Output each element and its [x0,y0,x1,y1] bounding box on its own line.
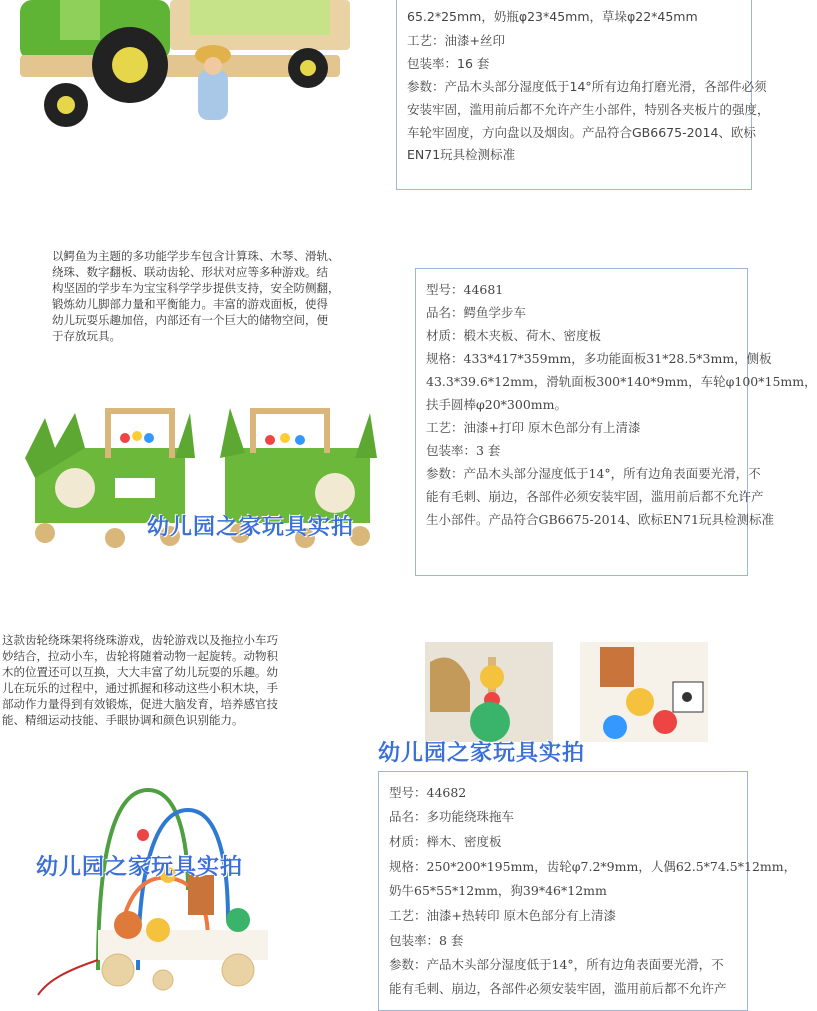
desc-line: 于存放玩具。 [52,329,121,343]
spec-line: 能有毛刺、崩边，各部件必须安装牢固，滥用前后都不允许产 [389,981,727,996]
desc-line: 妙结合，拉动小车，齿轮将随着动物一起旋转。动物积 [2,649,278,663]
spec-line: 扶手圆棒φ20*300mm。 [426,397,567,412]
desc-line: 以鳄鱼为主题的多功能学步车包含计算珠、木琴、滑轨、 [52,249,340,263]
spec-line: 43.3*39.6*12mm，滑轨面板300*140*9mm，车轮φ100*15mm， [426,374,817,389]
spec-box-bead-cart [378,771,797,1011]
desc-line: 木的位置还可以互换，大大丰富了幼儿玩耍的乐趣。幼 [2,665,278,679]
desc-line: 儿在玩乐的过程中，通过抓握和移动这些小积木块，手 [2,681,278,695]
spec-line: 品名：鳄鱼学步车 [426,305,527,320]
spec-line: 安装牢固，滥用前后都不允许产生小部件，特别各夹板片的强度， [407,102,770,117]
desc-line: 构坚固的学步车为宝宝科学学步提供支持，安全防侧翻， [52,281,340,295]
spec-line: 规格：433*417*359mm，多功能面板31*28.5*3mm，侧板 [426,351,772,366]
desc-line: 幼儿玩耍乐趣加倍，内部还有一个巨大的储物空间，便 [52,313,328,327]
bead-cart-description [2,632,332,728]
spec-line: 包装率：8 套 [389,933,464,948]
walker-description [52,248,382,344]
spec-line: 工艺：油漆+丝印 [407,33,505,48]
spec-line: 车轮牢固度，方向盘以及烟囱。产品符合GB6675-2014、欧标 [407,125,756,140]
spec-line: EN71玩具检测标准 [407,147,516,162]
spec-line: 包装率：3 套 [426,443,501,458]
watermark: 幼儿园之家玩具实拍 [147,515,355,540]
spec-line: 工艺：油漆+热转印 原木色部分有上清漆 [389,908,616,923]
spec-line: 能有毛刺、崩边，各部件必须安装牢固，滥用前后都不允许产 [426,489,764,504]
watermark: 幼儿园之家玩具实拍 [36,855,244,880]
spec-line: 包装率：16 套 [407,56,490,71]
spec-line: 材质：椴木夹板、荷木、密度板 [426,328,602,343]
watermark: 幼儿园之家玩具实拍 [378,741,586,766]
spec-line: 参数：产品木头部分湿度低于14°所有边角打磨光滑，各部件必须 [407,79,767,94]
desc-line: 绕珠、数字翻板、联动齿轮、形状对应等多种游戏。结 [52,265,328,279]
desc-line: 部动作力量得到有效锻炼，促进大脑发育，培养感官技 [2,697,278,711]
spec-line: 规格：250*200*195mm，齿轮φ7.2*9mm，人偶62.5*74.5*12mm， [389,859,797,874]
desc-line: 这款齿轮绕珠架将绕珠游戏，齿轮游戏以及拖拉小车巧 [2,633,278,647]
spec-line: 生小部件。产品符合GB6675-2014、欧标EN71玩具检测标准 [426,512,774,527]
spec-line: 参数：产品木头部分湿度低于14°，所有边角表面要光滑，不 [389,957,724,972]
tractor-toy-image [0,0,380,140]
spec-line: 工艺：油漆+打印 原木色部分有上清漆 [426,420,641,435]
spec-line: 参数：产品木头部分湿度低于14°，所有边角表面要光滑，不 [426,466,761,481]
spec-line: 品名：多功能绕珠拖车 [389,809,515,824]
desc-line: 能、精细运动技能、手眼协调和颜色识别能力。 [2,713,244,727]
spec-box-walker [415,268,817,576]
spec-line: 型号：44681 [426,282,504,297]
spec-line: 材质：榉木、密度板 [389,834,502,849]
desc-line: 锻炼幼儿脚部力量和平衡能力。丰富的游戏面板，使得 [52,297,328,311]
spec-box-tractor [396,0,770,190]
bead-cart-image [38,780,298,990]
spec-line: 奶牛65*55*12mm，狗39*46*12mm [389,883,607,898]
spec-line: 65.2*25mm，奶瓶φ23*45mm，草垛φ22*45mm [407,9,698,24]
spec-line: 型号：44682 [389,785,467,800]
